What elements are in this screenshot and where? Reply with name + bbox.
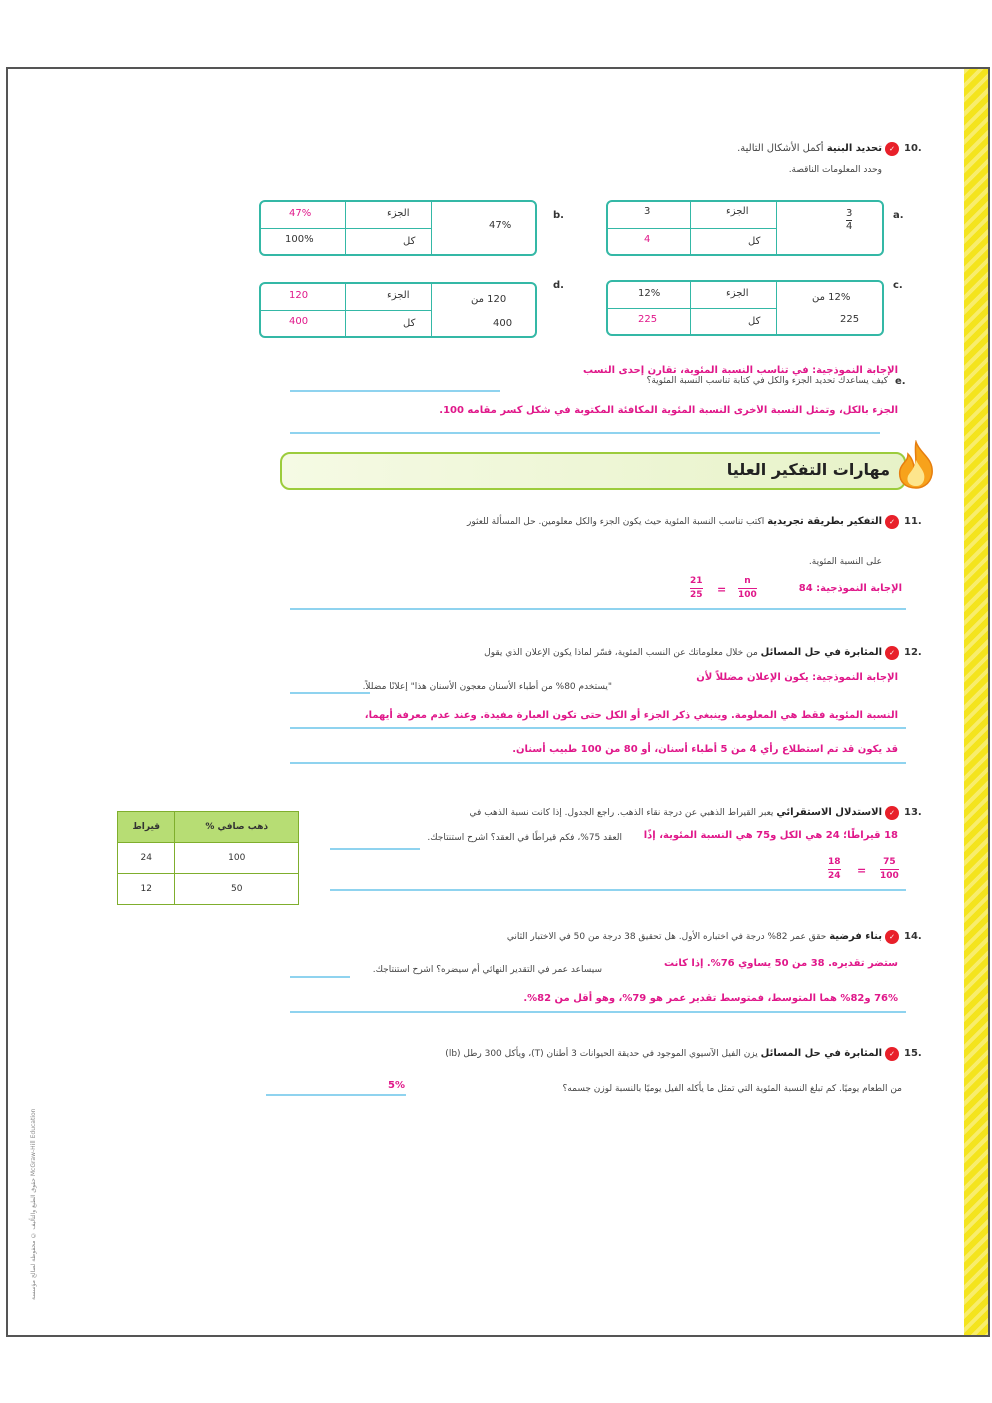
- gold-purity-table: [117, 811, 299, 905]
- question-e-text: كيف يساعدك تحديد الجزء والكل في كتابة تناسب النسبة المئوية؟: [646, 376, 888, 386]
- fraction: [690, 575, 703, 602]
- answer-underline: [266, 1094, 406, 1096]
- answer-line: 18 قيراطًا؛ 24 هي الكل و75 هي النسبة المئوية، إذًا: [643, 830, 898, 841]
- table-row: [118, 874, 299, 905]
- question-body: اكتب تناسب النسبة المئوية حيث يكون الجزء والكل معلومين. حل المسألة للعثور: [467, 517, 765, 527]
- numerator: 21: [690, 575, 703, 589]
- red-badge-icon: ✓: [885, 806, 899, 820]
- part-value: 120: [289, 290, 309, 301]
- whole-value: 4: [644, 234, 651, 245]
- question-14-text2: سيساعد عمر في التقدير النهائي أم سيضره؟ اشرح استنتاجك.: [372, 965, 602, 975]
- answer-underline: [290, 692, 370, 694]
- question-number: 12.: [904, 647, 922, 658]
- whole-value: 100%: [285, 234, 314, 245]
- denominator: 100: [738, 590, 757, 600]
- yellow-edge-stripe: [964, 69, 988, 1335]
- numerator: n: [738, 575, 757, 589]
- question-11-text: [467, 516, 882, 527]
- question-body: يعبر القيراط الذهبي عن درجة نقاء الذهب. راجع الجدول. إذا كانت نسبة الذهب في: [469, 808, 774, 818]
- denominator: 24: [828, 871, 841, 881]
- answer-underline: [290, 1011, 906, 1013]
- big-value-2: 400: [493, 318, 513, 329]
- part-label: الجزء: [387, 208, 410, 219]
- red-badge-icon: ✓: [885, 142, 899, 156]
- copyright-side-text: حقوق الطبع والتأليف © محفوظة لصالح مؤسسة McGraw-Hill Education: [30, 1108, 37, 1300]
- numerator: 75: [880, 856, 899, 870]
- question-11-text2: على النسبة المئوية.: [808, 557, 882, 567]
- whole-label: كل: [748, 316, 761, 327]
- part-label: الجزء: [726, 288, 749, 299]
- fraction: [828, 856, 841, 883]
- item-label: e.: [895, 376, 906, 387]
- question-title: المثابرة في حل المسائل: [760, 647, 882, 658]
- big-value-1: 12% من: [812, 292, 851, 303]
- question-body: حقق عمر 82% درجة في اختباره الأول. هل تحقيق 38 درجة من 50 في الاختبار الثاني: [506, 932, 827, 942]
- question-10-text: [737, 143, 882, 154]
- item-label: a.: [893, 210, 904, 221]
- fraction: [880, 856, 899, 883]
- question-body: أكمل الأشكال التالية.: [737, 143, 824, 154]
- question-15-text: [445, 1048, 882, 1059]
- bar-model-a: [606, 200, 884, 256]
- question-13-text: [470, 807, 882, 818]
- question-14-text: [507, 931, 882, 942]
- table-cell: 100: [175, 843, 299, 874]
- answer-line: الإجابة النموذجية: في تناسب النسبة المئوية، تقارن إحدى النسب: [583, 365, 898, 376]
- part-value: 12%: [638, 288, 661, 299]
- question-body: من خلال معلوماتك عن النسب المئوية، فسّر لماذا يكون الإعلان الذي يقول: [484, 648, 758, 658]
- fraction: [738, 575, 757, 602]
- answer-line: النسبة المئوية فقط هي المعلومة. وينبغي ذكر الجزء أو الكل حتى تكون العبارة مفيدة. وعند عدم معرفة أيهما،: [364, 710, 898, 721]
- question-title: تحديد البنية: [826, 143, 882, 154]
- red-badge-icon: ✓: [885, 930, 899, 944]
- red-badge-icon: ✓: [885, 646, 899, 660]
- part-value: 47%: [289, 208, 312, 219]
- bar-model-d: [259, 282, 537, 338]
- answer-underline: [330, 889, 906, 891]
- answer-line: الإجابة النموذجية: يكون الإعلان مضللاً لأن: [696, 672, 898, 683]
- question-10-text2: وحدد المعلومات الناقصة.: [788, 165, 882, 175]
- answer-underline: [290, 390, 500, 392]
- answer-line: ستضر تقديره. 38 من 50 يساوي 76%. إذا كانت: [664, 958, 898, 969]
- denominator: 25: [690, 590, 703, 600]
- question-number: 13.: [904, 807, 922, 818]
- banner-title: مهارات التفكير العليا: [726, 460, 890, 479]
- denominator: 4: [846, 221, 853, 232]
- whole-label: كل: [403, 318, 416, 329]
- question-title: المثابرة في حل المسائل: [760, 1048, 882, 1059]
- red-badge-icon: ✓: [885, 515, 899, 529]
- higher-order-thinking-banner: [280, 452, 906, 490]
- part-value: 3: [644, 206, 651, 217]
- page-frame: [6, 67, 990, 1337]
- whole-value: 225: [638, 314, 658, 325]
- question-13-text2: العقد 75%، فكم قيراطًا في العقد؟ اشرح استنتاجك.: [427, 833, 622, 843]
- question-number: 10.: [904, 143, 922, 154]
- answer-line: قد يكون قد تم استطلاع رأي 4 من 5 أطباء أسنان، أو 80 من 100 طبيب أسنان.: [512, 744, 898, 755]
- question-title: التفكير بطريقة تجريدية: [767, 516, 882, 527]
- denominator: 100: [880, 871, 899, 881]
- big-value: 47%: [489, 220, 512, 231]
- question-12-text2: "يستخدم 80% من أطباء الأسنان معجون الأسنان هذا" إعلانًا مضللاً.: [362, 682, 612, 692]
- column-header: قيراط: [118, 812, 175, 843]
- equals-sign: =: [717, 583, 727, 596]
- numerator: 18: [828, 856, 841, 870]
- part-label: الجزء: [726, 206, 749, 217]
- answer-line: 76% و82% هما المتوسط، فمتوسط تقدير عمر هو 79%، وهو أقل من 82%.: [523, 993, 898, 1004]
- answer-line: الجزء بالكل، وتمثل النسبة الأخرى النسبة المئوية المكافئة المكتوبة في شكل كسر مقامه 100.: [439, 405, 898, 416]
- bar-model-c: [606, 280, 884, 336]
- answer-underline: [290, 608, 906, 610]
- question-15-text2: من الطعام يوميًا. كم تبلغ النسبة المئوية التي تمثل ما يأكله الفيل يوميًا بالنسبة لوزن جسمه؟: [562, 1084, 902, 1094]
- question-number: 14.: [904, 931, 922, 942]
- table-header-row: [118, 812, 299, 843]
- big-value-2: 225: [840, 314, 860, 325]
- answer-line: الإجابة النموذجية: 84: [798, 583, 902, 594]
- answer-underline: [290, 727, 906, 729]
- table-cell: 24: [118, 843, 175, 874]
- answer-underline: [290, 976, 350, 978]
- question-number: 11.: [904, 516, 922, 527]
- table-cell: 12: [118, 874, 175, 905]
- red-badge-icon: ✓: [885, 1047, 899, 1061]
- item-label: c.: [893, 280, 903, 291]
- numerator: 3: [846, 208, 853, 219]
- whole-label: كل: [403, 236, 416, 247]
- question-title: الاستدلال الاستقرائي: [776, 807, 882, 818]
- item-label: b.: [553, 210, 564, 221]
- column-header: % ذهب صافي: [175, 812, 299, 843]
- fraction: [846, 208, 852, 233]
- question-title: بناء فرضية: [829, 931, 882, 942]
- item-label: d.: [553, 280, 564, 291]
- answer-underline: [290, 762, 906, 764]
- answer-underline: [290, 432, 880, 434]
- table-row: [118, 843, 299, 874]
- answer-value: 5%: [388, 1080, 405, 1091]
- part-label: الجزء: [387, 290, 410, 301]
- answer-underline: [330, 848, 420, 850]
- question-number: 15.: [904, 1048, 922, 1059]
- flame-icon: [894, 440, 938, 490]
- big-value-1: 120 من: [471, 294, 507, 305]
- equals-sign: =: [857, 864, 867, 877]
- question-12-text: [484, 647, 882, 658]
- question-body: يزن الفيل الآسيوي الموجود في حديقة الحيوانات 3 أطنان (T)، ويأكل 300 رطل (lb): [445, 1049, 758, 1059]
- bar-model-b: [259, 200, 537, 256]
- whole-label: كل: [748, 236, 761, 247]
- whole-value: 400: [289, 316, 309, 327]
- table-cell: 50: [175, 874, 299, 905]
